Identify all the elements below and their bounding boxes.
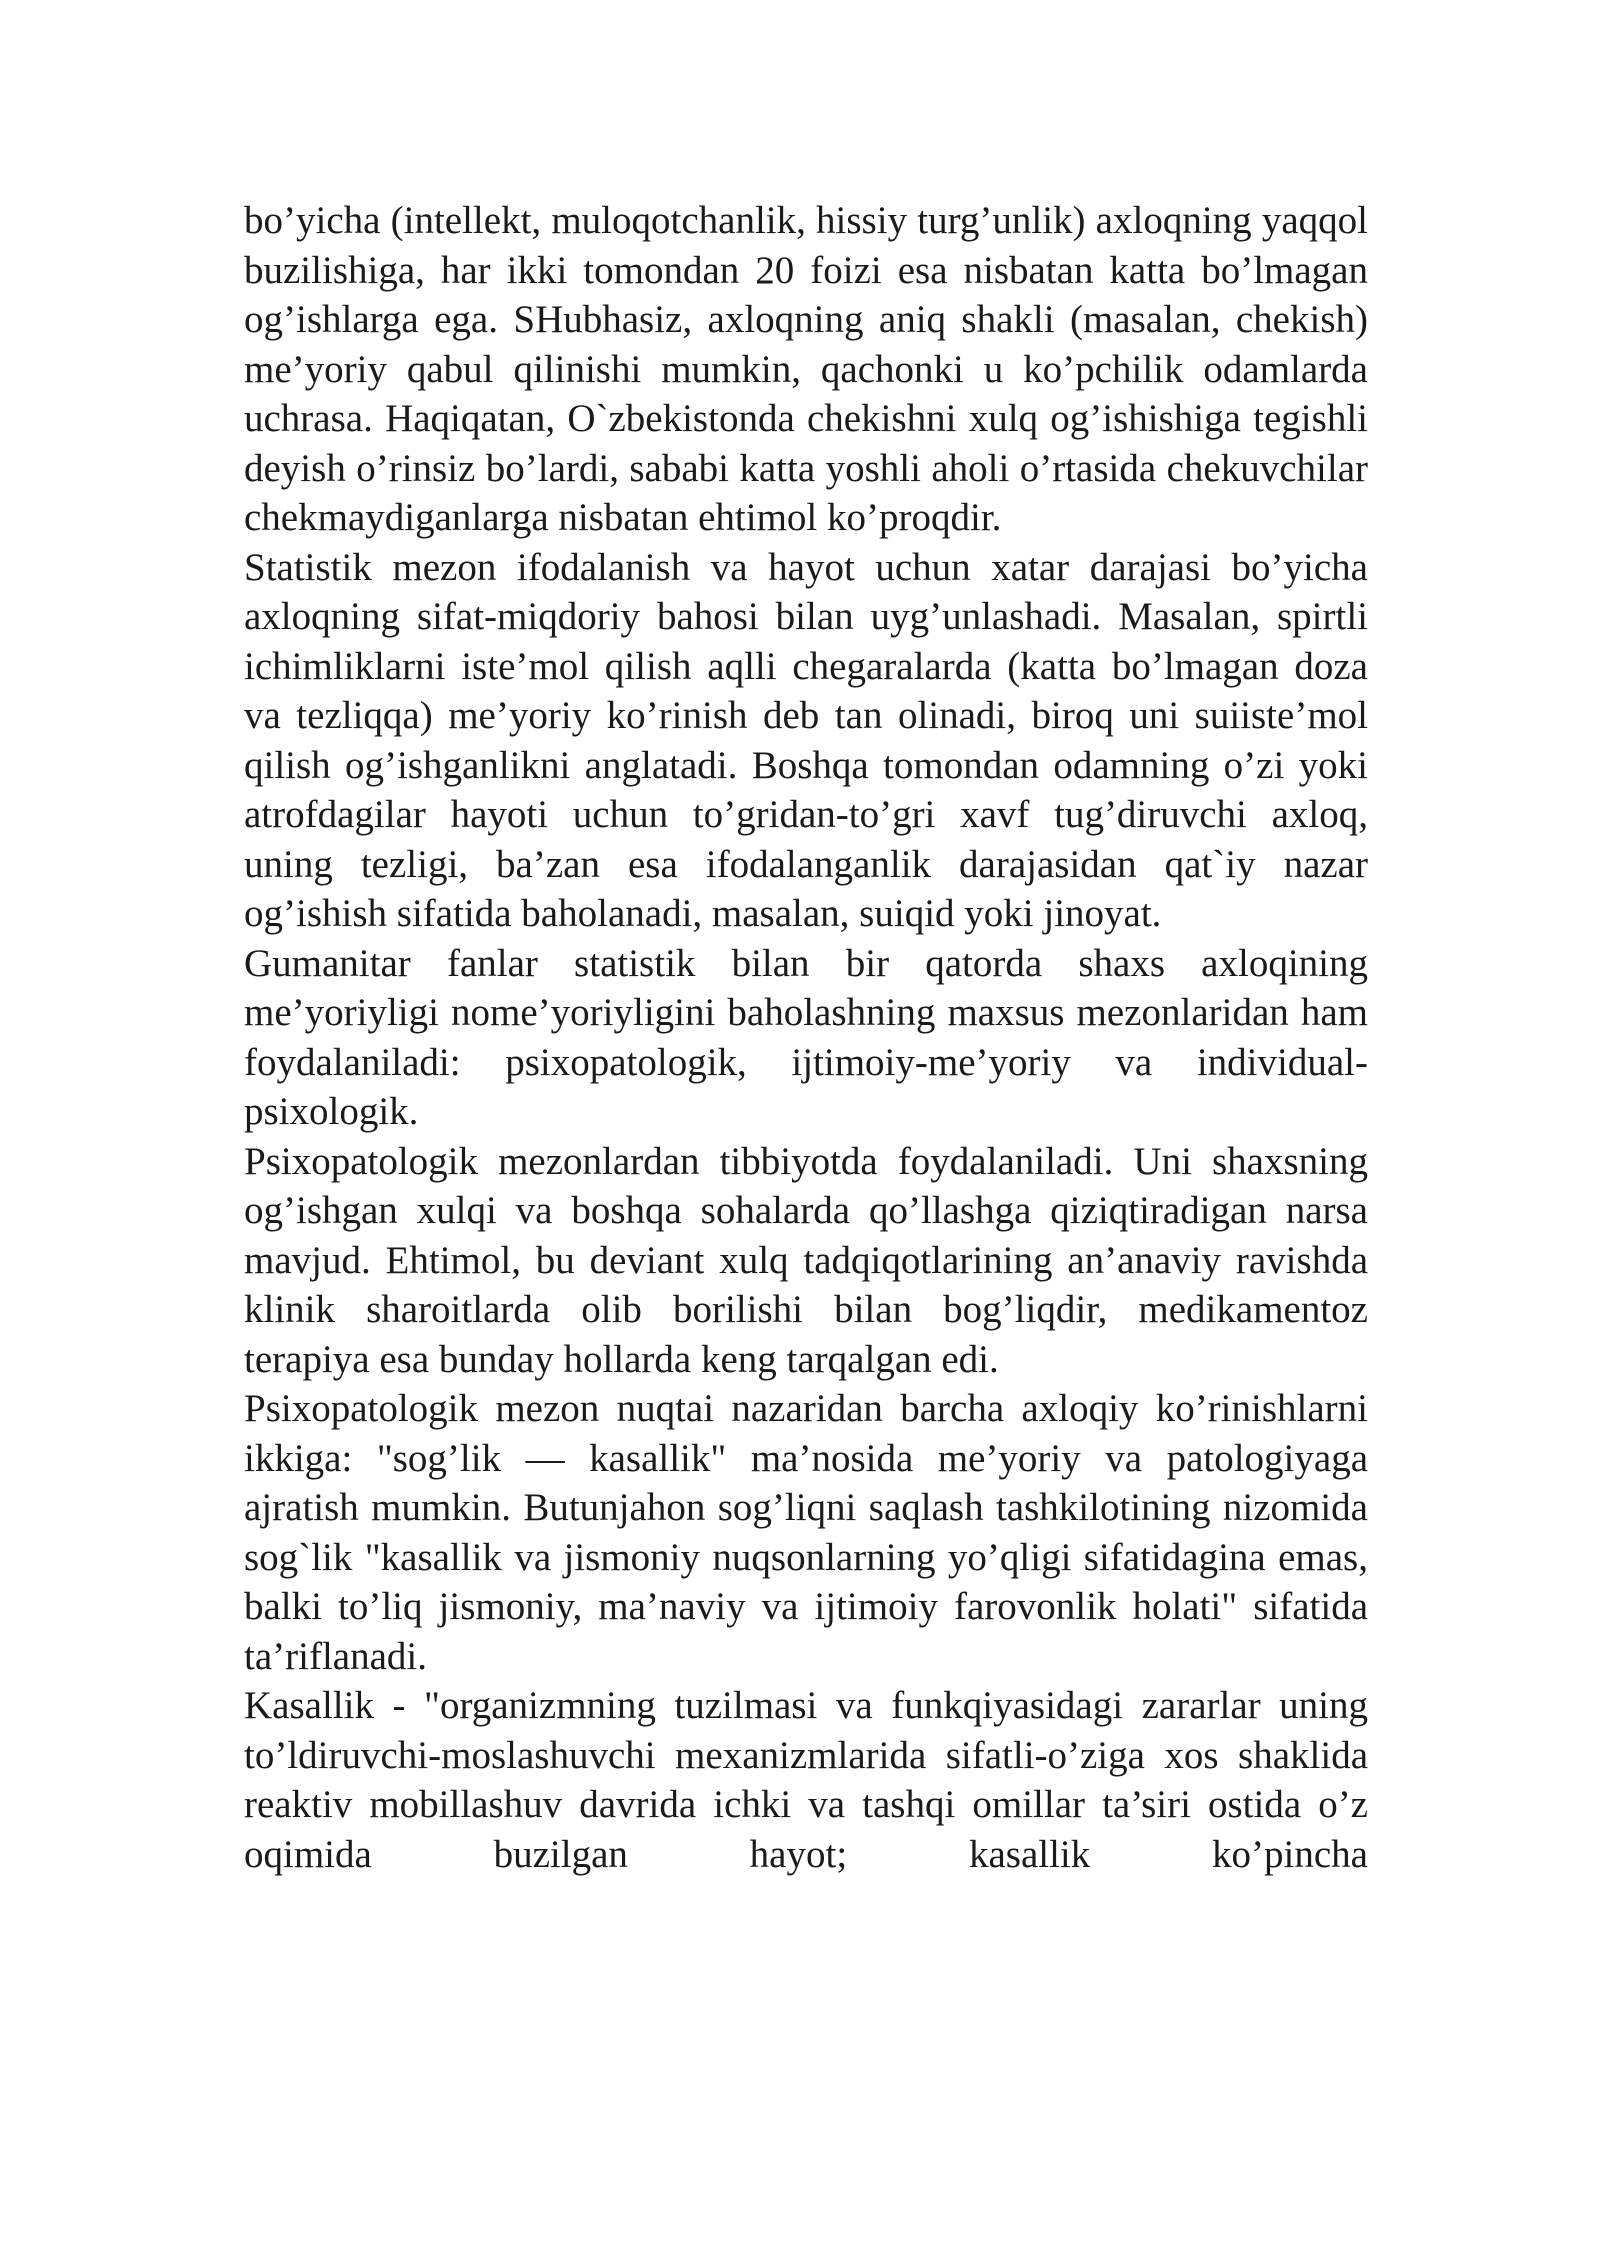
body-text bbox=[244, 196, 1368, 1879]
paragraph-4: Psixopatologik mezonlardan tibbiyotda foydalaniladi. Uni shaxsning og’ishgan xulqi va boshqa sohalarda qo’llashga qiziqtiradigan narsa mavjud. Ehtimol, bu deviant xulq tadqiqotlarining an’anaviy ravishda klinik sharoitlarda olib borilishi bilan bog’liqdir, medikamentoz terapiya esa bunday hollarda keng tarqalgan edi. bbox=[244, 1139, 1368, 1381]
paragraph-3: Gumanitar fanlar statistik bilan bir qatorda shaxs axloqining me’yoriyligi nome’yoriyligini baholashning maxsus mezonlaridan ham foydalaniladi: psixopatologik, ijtimoiy-me’yoriy va individual-psixologik. bbox=[244, 941, 1368, 1133]
paragraph-2: Statistik mezon ifodalanish va hayot uchun xatar darajasi bo’yicha axloqning sifat-miqdoriy bahosi bilan uyg’unlashadi. Masalan, spirtli ichimliklarni iste’mol qilish aqlli chegaralarda (katta bo’lmagan doza va tezliqqa) me’yoriy ko’rinish deb tan olinadi, biroq uni suiiste’mol qilish og’ishganlikni anglatadi. Boshqa tomondan odamning o’zi yoki atrofdagilar hayoti uchun to’gridan-to’gri xavf tug’diruvchi axloq, uning tezligi, ba’zan esa ifodalanganlik darajasidan qat`iy nazar og’ishish sifatida baholanadi, masalan, suiqid yoki jinoyat. bbox=[244, 545, 1368, 935]
paragraph-6: Kasallik - "organizmning tuzilmasi va funkqiyasidagi zararlar uning to’ldiruvchi-moslashuvchi mexanizmlarida sifatli-o’ziga xos shaklida reaktiv mobillashuv davrida ichki va tashqi omillar ta’siri ostida o’z oqimida buzilgan hayot; kasallik ko’pincha bbox=[244, 1684, 1368, 1876]
paragraph-5: Psixopatologik mezon nuqtai nazaridan barcha axloqiy ko’rinishlarni ikkiga: "sog’lik — kasallik" ma’nosida me’yoriy va patologiyaga ajratish mumkin. Butunjahon sog’liqni saqlash tashkilotining nizomida sog`lik "kasallik va jismoniy nuqsonlarning yo’qligi sifatidagina emas, balki to’liq jismoniy, ma’naviy va ijtimoiy farovonlik holati" sifatida ta’riflanadi. bbox=[244, 1387, 1368, 1678]
paragraph-1: bo’yicha (intellekt, muloqotchanlik, hissiy turg’unlik) axloqning yaqqol buzilishiga, har ikki tomondan 20 foizi esa nisbatan katta bo’lmagan og’ishlarga ega. SHubhasiz, axloqning aniq shakli (masalan, chekish) me’yoriy qabul qilinishi mumkin, qachonki u ko’pchilik odamlarda uchrasa. Haqiqatan, O`zbekistonda chekishni xulq og’ishishiga tegishli deyish o’rinsiz bo’lardi, sababi katta yoshli aholi o’rtasida chekuvchilar chekmaydiganlarga nisbatan ehtimol ko’proqdir. bbox=[244, 199, 1368, 539]
